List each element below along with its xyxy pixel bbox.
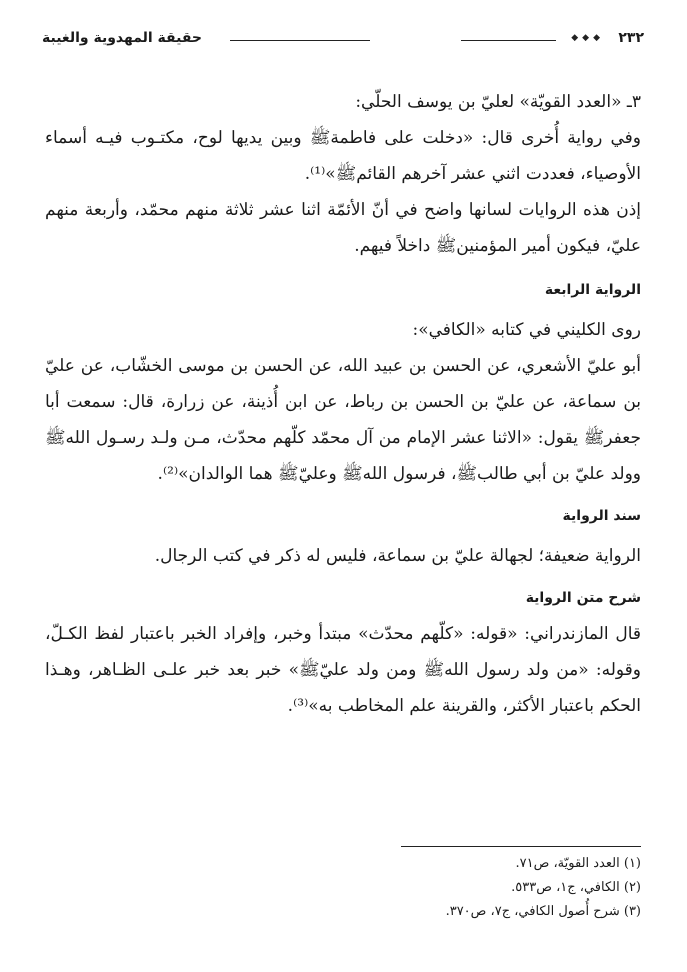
section-heading: سند الرواية bbox=[562, 508, 641, 524]
footnote: (٢) الكافي، ج١، ص٥٣٣. bbox=[511, 880, 641, 895]
footnote-separator bbox=[401, 846, 641, 847]
running-header bbox=[42, 30, 644, 50]
footnote: (٣) شرح أُصول الكافي، ج٧، ص٣٧٠. bbox=[445, 904, 641, 919]
paragraph: ٣ـ «العدد القويّة» لعليّ بن يوسف الحلّي: bbox=[355, 92, 641, 112]
page-number: ٢٣٢ bbox=[618, 30, 644, 46]
paragraph: إذن هذه الروايات لسانها واضح في أنّ الأئمّة اثنا عشر ثلاثة منهم محمّد، وأربعة منهم عليّ، فيكون أمير المؤمنينﷺ داخلاً فيهم. bbox=[45, 200, 641, 256]
header-rule bbox=[461, 40, 556, 41]
paragraph: قال المازندراني: «قوله: «كلّهم محدّث» مبتدأ وخبر، وإفراد الخبر باعتبار لفظ الكـلّ، وقوله: «من ولد رسول اللهﷺ ومن ولد عليّﷺ» خبر بعد خبر علـى الظـاهر، وهـذا الحكم باعتبار الأكثر، والقرينة علم المخاطب به»⁽³⁾. bbox=[45, 624, 641, 716]
paragraph: الرواية ضعيفة؛ لجهالة عليّ بن سماعة، فليس له ذكر في كتب الرجال. bbox=[154, 546, 641, 566]
footnote: (١) العدد القويّة، ص٧١. bbox=[515, 856, 641, 871]
header-title: حقيقة المهدوية والغيبة bbox=[42, 30, 202, 46]
paragraph: وفي رواية أُخرى قال: «دخلت على فاطمةﷺ وبين يديها لوح، مكتـوب فيـه أسماء الأوصياء، فعددت اثني عشر آخرهم القائمﷺ»⁽¹⁾. bbox=[45, 128, 641, 184]
section-heading: الرواية الرابعة bbox=[544, 282, 641, 298]
paragraph: روى الكليني في كتابه «الكافي»: bbox=[412, 320, 641, 340]
page-body bbox=[45, 84, 641, 724]
section-heading: شرح متن الرواية bbox=[525, 590, 641, 606]
header-rule bbox=[230, 40, 370, 41]
paragraph: أبو عليّ الأشعري، عن الحسن بن عبيد الله، عن الحسن بن موسى الخشّاب، عن عليّ بن سماعة، عن عليّ بن الحسن بن رباط، عن ابن أُذينة، عن زرارة، قال: سمعت أبا جعفرﷺ يقول: «الاثنا عشر الإمام من آل محمّد كلّهم محدّث، مـن ولـد رسـول اللهﷺ وولد عليّ بن أبي طالبﷺ، فرسول اللهﷺ وعليّﷺ هما الوالدان»⁽²⁾. bbox=[45, 356, 641, 484]
footnotes bbox=[45, 852, 641, 924]
header-ornament: ◆◆◆ bbox=[571, 33, 604, 43]
